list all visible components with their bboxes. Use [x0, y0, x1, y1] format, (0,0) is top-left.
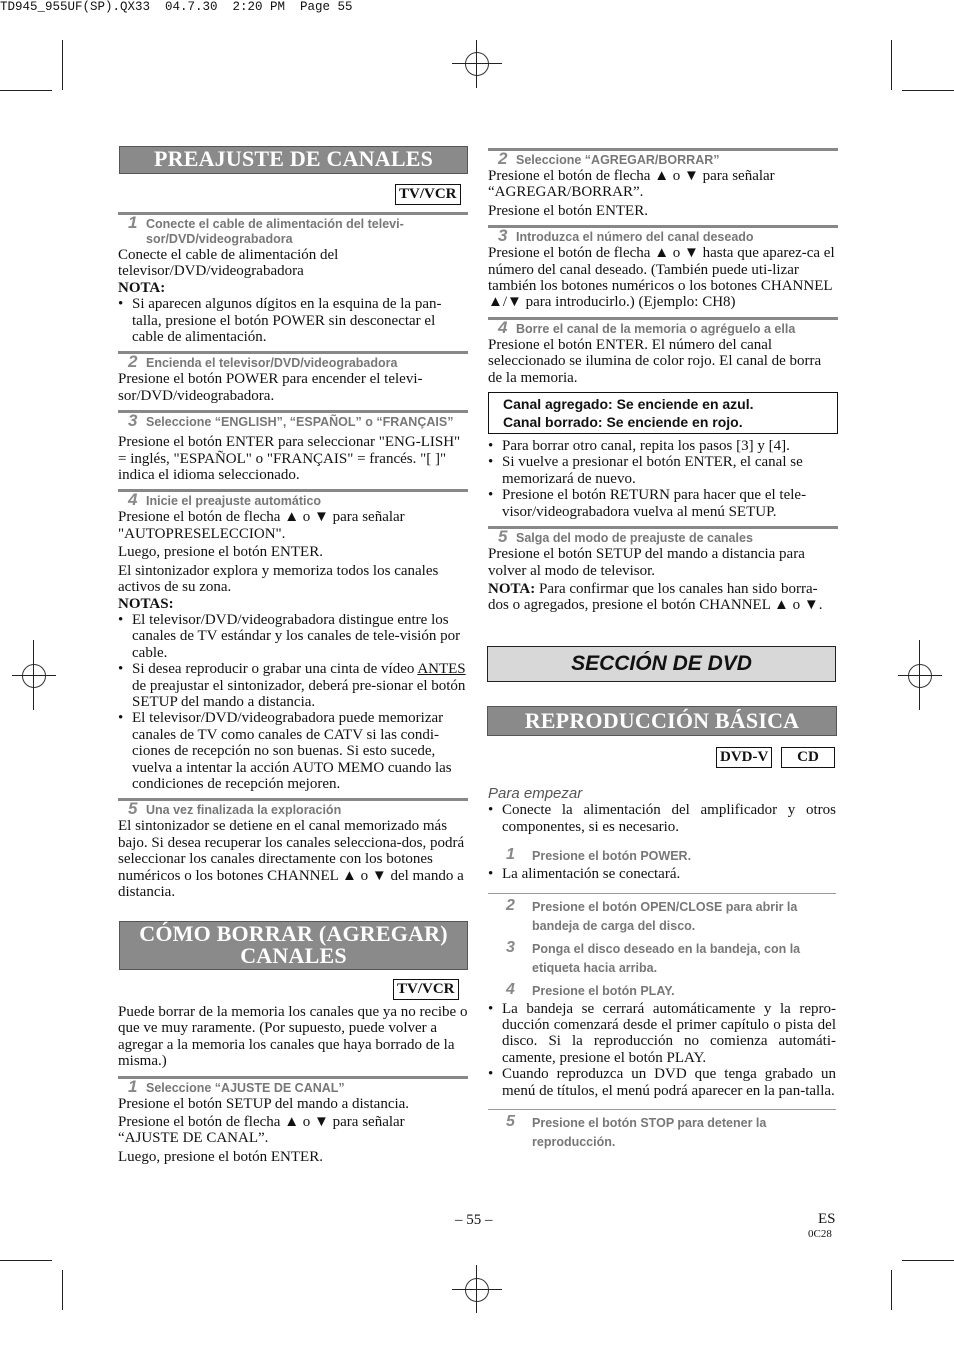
step-number: 5 [498, 527, 508, 547]
registration-line [452, 63, 502, 64]
step-number: 4 [506, 980, 515, 998]
step-number: 3 [506, 938, 515, 956]
step-2-text: Presione el botón ENTER. [488, 202, 648, 219]
step-5-heading [488, 526, 838, 546]
step-1-text: Presione el botón de flecha ▲ o ▼ para señalar “AJUSTE DE CANAL”. [118, 1114, 405, 1147]
crop-mark [0, 90, 52, 91]
list-item: • Si aparecen algunos dígitos en la esquina de la pan-talla, presione el botón POWER sin desconectar el cable de alimentación. [118, 296, 468, 345]
step-5-text: Presione el botón SETUP del mando a distancia para volver al modo de televisor. [488, 546, 805, 579]
crop-mark [0, 1260, 52, 1261]
text: Para confirmar que los canales han sido borra-dos o agregados, presione el botón CHANNEL ▲ o ▼. [488, 580, 823, 614]
title-line: CANALES [240, 943, 347, 968]
crop-mark [902, 1260, 954, 1261]
step-1-heading [118, 1076, 468, 1096]
step-number: 1 [128, 1076, 138, 1096]
list-item: • El televisor/DVD/videograbadora distingue entre los canales de TV estándar y los canales de tele-visión por cable. [118, 612, 468, 661]
underlined-text: ANTES [417, 661, 466, 678]
crop-mark [891, 40, 892, 90]
doc-code: 0C28 [808, 1228, 832, 1240]
step-2-text: Presione el botón de flecha ▲ o ▼ para señalar “AGREGAR/BORRAR”. [488, 168, 775, 201]
preajuste-content [118, 206, 468, 900]
step-5-text: El sintonizador se detiene en el canal memorizado más bajo. Si desea recuperar los canales selecciona-dos, podrá seleccionar los canales directamente con los botones numéricos o los botones CHANNEL ▲ o ▼ del mando a distancia. [118, 818, 465, 900]
file-info-header: TD945_955UF(SP).QX33 04.7.30 2:20 PM Page 55 [0, 0, 353, 14]
list-item: • El televisor/DVD/videograbadora puede memorizar canales de TV como canales de CATV si las condi-ciones de recepción no son buenas. Si esto sucede, vuelva a intentar la acción AUTO MEMO cuando las condiciones de recepción mejoren. [118, 710, 468, 792]
list-item: • Si vuelve a presionar el botón ENTER, el canal se memorizará de nuevo. [488, 454, 838, 487]
list-item: • Presione el botón RETURN para hacer que el tele-visor/videograbadora vuelva al menú SETUP. [488, 487, 838, 520]
step-title: Conecte el cable de alimentación del televi-sor/DVD/videograbadora [146, 217, 404, 246]
step-1-text: Luego, presione el botón ENTER. [118, 1148, 323, 1165]
nota-text [488, 581, 838, 614]
step-number: 5 [128, 799, 138, 819]
step-3-text: Presione el botón ENTER para seleccionar "ENG-LISH" = inglés, "ESPAÑOL" o "FRANÇAIS" = francés. "[ ]" indica el idioma seleccionado. [118, 434, 461, 484]
notas-label: NOTAS: [118, 595, 174, 612]
section-title-borrar [119, 921, 468, 970]
step-2-heading [118, 351, 468, 371]
step-4-heading [488, 317, 838, 337]
section-title-preajuste: PREAJUSTE DE CANALES [119, 146, 468, 174]
step-title: Presione el botón POWER. [532, 849, 692, 864]
list-item: • Cuando reproduzca un DVD que tenga grabado un menú de títulos, el menú podrá aparecer en la pan-talla. [488, 1066, 836, 1099]
step-number: 4 [128, 490, 138, 510]
crop-mark [891, 1270, 892, 1310]
section-title-reproduccion: REPRODUCCIÓN BÁSICA [487, 706, 837, 736]
step-title: Presione el botón OPEN/CLOSE para abrir la bandeja de carga del disco. [532, 899, 798, 933]
page-number: – 55 – [455, 1212, 493, 1228]
step-number: 2 [506, 896, 515, 914]
step-number: 1 [506, 846, 515, 864]
cd-tag: CD [781, 747, 835, 768]
dvd-v-tag: DVD-V [716, 747, 772, 768]
step-title: Seleccione “AGREGAR/BORRAR” [516, 153, 720, 167]
registration-mark-icon [465, 52, 489, 76]
step-title: Borre el canal de la memoria o agréguelo a ella [516, 321, 796, 336]
list-item: • Para borrar otro canal, repita los pasos [3] y [4]. [488, 438, 838, 454]
step-title: Presione el botón STOP para detener la reproducción. [532, 1116, 767, 1150]
registration-line [452, 1289, 502, 1290]
step-number: 2 [498, 149, 508, 168]
step-title: Seleccione “AJUSTE DE CANAL” [146, 1080, 345, 1095]
step-3-heading [488, 225, 838, 245]
step-number: 4 [498, 317, 508, 337]
step-title: Seleccione “ENGLISH”, “ESPAÑOL” o “FRANÇAIS” [146, 415, 454, 430]
step-4-text: Luego, presione el botón ENTER. [118, 544, 323, 561]
text: Si desea reproducir o grabar una cinta de vídeo [132, 661, 418, 678]
step-2-heading [488, 148, 838, 168]
box-line: Canal agregado: Se enciende en azul. [503, 396, 754, 413]
step-title: Inicie el preajuste automático [146, 494, 322, 509]
repro-step-3 [488, 936, 836, 978]
step-number: 2 [128, 352, 138, 372]
text: de preajustar el sintonizador, deberá pre-sionar el botón SETUP del mando a distancia. [132, 677, 466, 710]
step-title: Una vez finalizada la exploración [146, 803, 342, 818]
step-1-text: Presione el botón SETUP del mando a distancia. [118, 1095, 410, 1112]
list-item: • Conecte la alimentación del amplificador y otros componentes, si es necesario. [488, 802, 836, 835]
step-4-text: Presione el botón de flecha ▲ o ▼ para señalar "AUTOPRESELECCION". [118, 509, 405, 542]
step-3-heading [118, 410, 468, 430]
list-item [118, 661, 468, 710]
step-title: Introduzca el número del canal deseado [516, 230, 754, 245]
step-4-text: Presione el botón ENTER. El número del canal seleccionado se ilumina de color rojo. El canal de borra de la memoria. [488, 336, 822, 386]
crop-mark [62, 1270, 63, 1310]
step-1-text: Conecte el cable de alimentación del televisor/DVD/videograbadora [118, 247, 339, 280]
title-line: CÓMO BORRAR (AGREGAR) [139, 921, 448, 946]
step-number: 1 [128, 213, 138, 232]
dvd-section-header: SECCIÓN DE DVD [487, 646, 836, 682]
step-2-text: Presione el botón POWER para encender el televi-sor/DVD/videograbadora. [118, 371, 423, 404]
language-code: ES [818, 1211, 836, 1227]
crop-mark [902, 90, 954, 91]
tv-vcr-tag: TV/VCR [393, 979, 459, 1000]
registration-mark-icon [22, 664, 46, 688]
list-item: • La bandeja se cerrará automáticamente y la repro-ducción comenzará desde el primer capítulo o pista del disco. Si la reproducción no comienza automáti-camente, presione el botón PLAY. [488, 1001, 836, 1067]
step-4-heading [118, 489, 468, 509]
step-title: Salga del modo de preajuste de canales [516, 531, 753, 546]
list-item: • La alimentación se conectará. [488, 866, 836, 882]
box-line: Canal borrado: Se enciende en rojo. [503, 414, 743, 431]
repro-step-5 [488, 1109, 836, 1152]
nota-label: NOTA: [118, 279, 166, 296]
step-1-heading [118, 212, 468, 247]
registration-line [12, 675, 56, 676]
crop-mark [62, 40, 63, 90]
step-4-text: El sintonizador explora y memoriza todos los canales activos de su zona. [118, 562, 439, 596]
step-number: 3 [128, 411, 138, 431]
reproduccion-content [488, 786, 836, 1152]
repro-step-2 [488, 893, 836, 936]
step-3-text: Presione el botón de flecha ▲ o ▼ hasta que aparez-ca el número del canal deseado. (También puede uti-lizar también los botones numéricos o los botones CHANNEL ▲/▼ para introducirlo.) (Ejemplo: CH8) [488, 245, 835, 311]
repro-step-4 [488, 978, 836, 1001]
agregar-borrar-content [488, 142, 838, 614]
registration-mark-icon [908, 664, 932, 688]
para-empezar-label: Para empezar [488, 785, 583, 802]
intro-text: Puede borrar de la memoria los canales que ya no recibe o que ve muy raramente. (Por supuesto, puede volver a agregar a la memoria los canales que haya borrado de la misma.) [118, 1004, 468, 1070]
step-title: Encienda el televisor/DVD/videograbadora [146, 356, 398, 371]
repro-step-1 [488, 843, 836, 866]
registration-mark-icon [465, 1278, 489, 1302]
borrar-content [118, 1004, 468, 1165]
nota-label: NOTA: [488, 580, 536, 597]
channel-status-box [488, 392, 838, 434]
tv-vcr-tag: TV/VCR [395, 184, 461, 205]
step-number: 3 [498, 226, 508, 246]
step-5-heading [118, 798, 468, 818]
registration-line [476, 40, 477, 88]
registration-line [898, 675, 942, 676]
step-title: Presione el botón PLAY. [532, 983, 675, 998]
step-title: Ponga el disco deseado en la bandeja, con la etiqueta hacia arriba. [532, 941, 801, 975]
step-number: 5 [506, 1113, 515, 1131]
